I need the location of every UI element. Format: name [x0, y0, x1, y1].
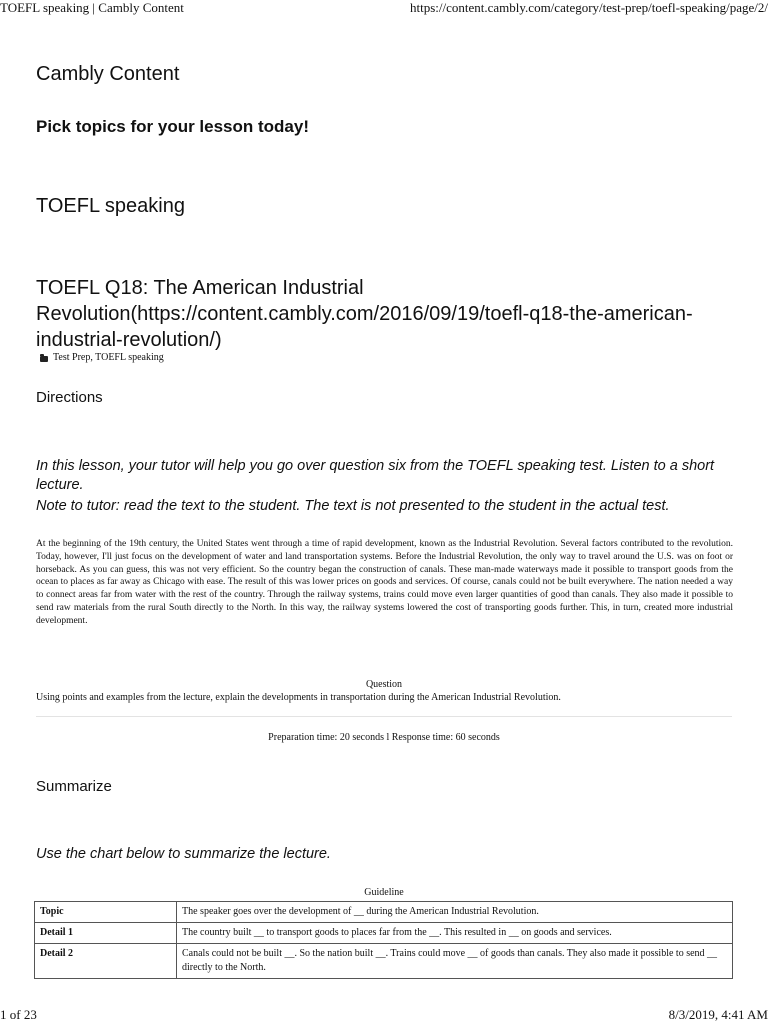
row-text: The speaker goes over the development of __ during the American Industrial Revolution. — [177, 902, 733, 923]
print-timestamp: 8/3/2019, 4:41 AM — [668, 1007, 768, 1022]
summarize-instruction: Use the chart below to summarize the lecture. — [36, 846, 331, 862]
row-text: Canals could not be built __. So the nation built __. Trains could move __ of goods than canals. They also made it possible to send __ directly to the North. — [177, 944, 733, 979]
guideline-table — [34, 901, 733, 979]
category-title: TOEFL speaking — [36, 195, 185, 217]
directions-heading: Directions — [36, 389, 103, 406]
site-tagline: Pick topics for your lesson today! — [36, 117, 310, 136]
post-title[interactable]: TOEFL Q18: The American Industrial Revolution(https://content.cambly.com/2016/09/19/toefl-q18-the-american-industrial-revolution/) — [36, 277, 693, 351]
timing-info: Preparation time: 20 seconds l Response time: 60 seconds — [268, 732, 500, 743]
question-text: Using points and examples from the lecture, explain the developments in transportation during the American Industrial Revolution. — [36, 692, 561, 703]
page-counter: 1 of 23 — [0, 1007, 37, 1022]
row-label: Detail 1 — [35, 923, 177, 944]
tutor-note: Note to tutor: read the text to the student. The text is not presented to the student in the actual test. — [36, 498, 670, 514]
table-caption: Guideline — [364, 887, 404, 898]
divider — [36, 716, 732, 717]
question-label: Question — [365, 679, 403, 690]
row-text: The country built __ to transport goods to places far from the __. This resulted in __ on goods and services. — [177, 923, 733, 944]
print-header-url: https://content.cambly.com/category/test-prep/toefl-speaking/page/2/ — [410, 0, 768, 15]
table-row — [35, 923, 733, 944]
summarize-heading: Summarize — [36, 778, 112, 795]
directions-intro — [36, 457, 736, 516]
row-label: Topic — [35, 902, 177, 923]
post-meta — [40, 352, 164, 363]
table-row — [35, 902, 733, 923]
print-header-title: TOEFL speaking | Cambly Content — [0, 0, 184, 15]
site-title[interactable]: Cambly Content — [36, 63, 180, 85]
folder-icon — [40, 356, 48, 362]
table-row — [35, 944, 733, 979]
row-label: Detail 2 — [35, 944, 177, 979]
lecture-text: At the beginning of the 19th century, the United States went through a time of rapid development, known as the Industrial Revolution. Several factors contributed to the revolution. Today, however, I'll just focus on the development of water and land transportation systems. Before the Industrial Revolution, the only way to travel around the U.S. was on foot or horseback. As you can guess, this was not very efficient. So the country began the construction of canals. These man-made waterways made it possible to transport goods from the ocean to places as far away as Chicago with ease. The result of this was lower prices on goods and services. Of course, canals could not be built everywhere. The nation needed a way to connect areas far from water with the rest of the country. Through the railway systems, trains could move even larger quantities of good than canals. They also made it possible to send raw materials from the rural South directly to the North. In this way, the railway systems lowered the cost of transporting goods further. This, in turn, created more industrial development. — [36, 539, 733, 626]
post-categories[interactable]: Test Prep, TOEFL speaking — [53, 352, 164, 363]
intro-text: In this lesson, your tutor will help you go over question six from the TOEFL speaking test. Listen to a short lecture. — [36, 458, 715, 493]
